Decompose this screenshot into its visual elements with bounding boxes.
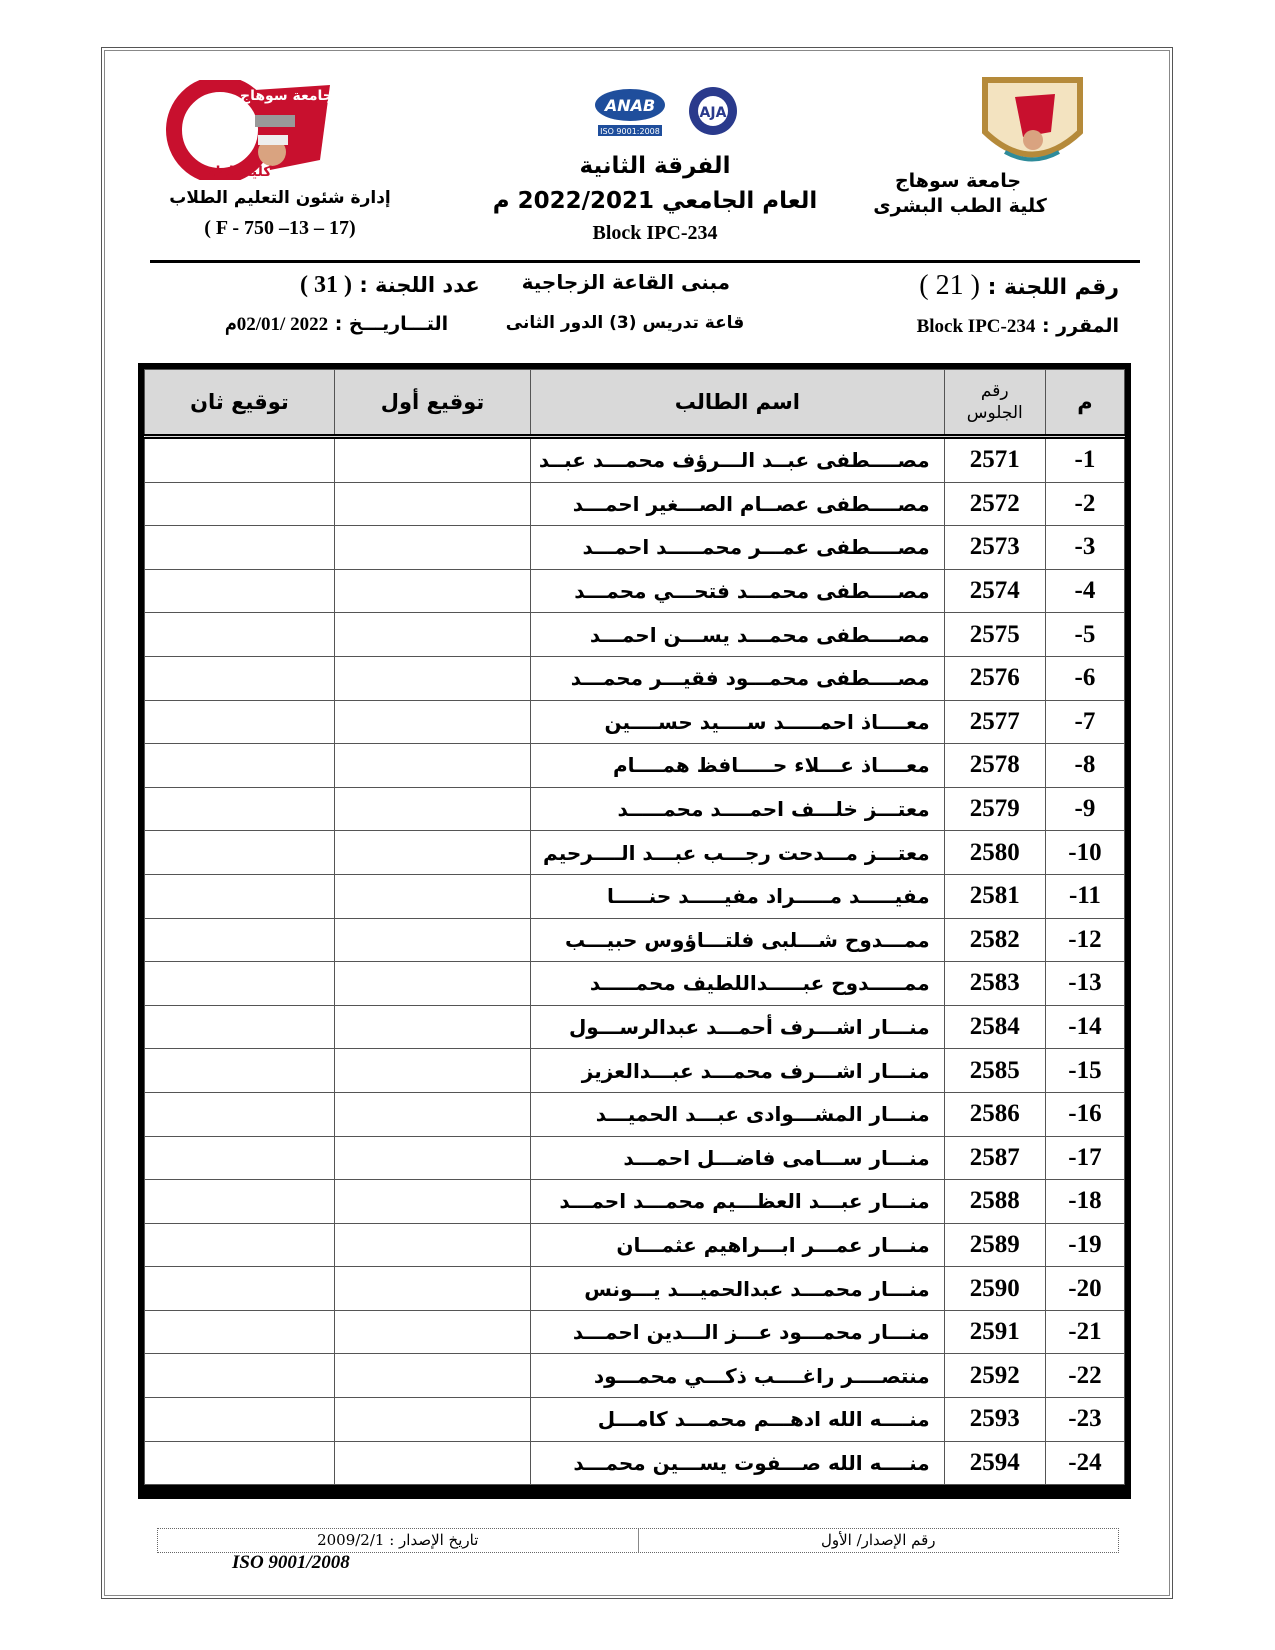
seat-number: 2587	[944, 1136, 1045, 1180]
course-value: Block IPC-234	[916, 316, 1036, 337]
signature-1-cell[interactable]	[334, 1005, 530, 1049]
table-row	[145, 918, 1125, 962]
hall-name: قاعة تدريس (3) الدور الثانى	[505, 313, 745, 333]
version-number: رقم الإصدار/ الأول	[820, 1531, 936, 1549]
issue-date: تاريخ الإصدار : 2009/2/1	[158, 1529, 639, 1552]
table-row	[145, 1223, 1125, 1267]
signature-2-cell[interactable]	[145, 1223, 335, 1267]
faculty-logo	[160, 80, 345, 180]
seat-header-line2: الجلوس	[966, 403, 1023, 423]
student-name: مصــــطفى عمـــر محمـــــد احمـــد	[531, 526, 945, 570]
student-name: مصــــطفى عصــام الصـــغير احمـــد	[531, 482, 945, 526]
signature-1-cell[interactable]	[334, 1049, 530, 1093]
row-index: -21	[1045, 1310, 1124, 1354]
exam-date	[225, 313, 448, 336]
table-row	[145, 526, 1125, 570]
student-name: منـــار اشـــرف أحمـــد عبدالرســـول	[531, 1005, 945, 1049]
committee-count	[300, 272, 480, 299]
seat-number: 2576	[944, 656, 1045, 700]
signature-1-cell[interactable]	[334, 1267, 530, 1311]
student-name: معتـــز خلـــف احمــــد محمـــــد	[531, 787, 945, 831]
svg-text:ANAB: ANAB	[604, 96, 656, 115]
table-row	[145, 744, 1125, 788]
signature-1-cell[interactable]	[334, 482, 530, 526]
row-index: -23	[1045, 1398, 1124, 1442]
row-index: -14	[1045, 1005, 1124, 1049]
svg-text:ISO 9001:2008: ISO 9001:2008	[600, 127, 660, 136]
student-name: ممـــــدوح عبـــــداللطيف محمـــــد	[531, 962, 945, 1006]
table-row	[145, 437, 1125, 483]
student-name: منـــار عبـــد العظـــيم محمـــد احمـــد	[531, 1180, 945, 1224]
table-row	[145, 482, 1125, 526]
form-code: ( F - 750 –13 – 17)	[204, 217, 356, 239]
seat-number: 2585	[944, 1049, 1045, 1093]
row-index: -12	[1045, 918, 1124, 962]
row-index: -8	[1045, 744, 1124, 788]
year-level: الفرقة الثانية	[579, 153, 731, 179]
table-row	[145, 874, 1125, 918]
student-name: مصــــطفى محمـــد فتحـــي محمـــد	[531, 569, 945, 613]
col-header-student-name: اسم الطالب	[531, 370, 945, 437]
signature-2-cell[interactable]	[145, 437, 335, 483]
signature-1-cell[interactable]	[334, 437, 530, 483]
seat-number: 2582	[944, 918, 1045, 962]
signature-2-cell[interactable]	[145, 874, 335, 918]
roster-table-frame	[138, 363, 1131, 1499]
student-name: ممـــدوح شـــلبى فلتـــاؤوس حبيـــب	[531, 918, 945, 962]
seat-number: 2590	[944, 1267, 1045, 1311]
committee-count-label: عدد اللجنة :	[359, 273, 480, 297]
signature-1-cell[interactable]	[334, 1354, 530, 1398]
signature-1-cell[interactable]	[334, 918, 530, 962]
seat-number: 2579	[944, 787, 1045, 831]
row-index: -1	[1045, 437, 1124, 483]
row-index: -11	[1045, 874, 1124, 918]
signature-2-cell[interactable]	[145, 1005, 335, 1049]
roster-body	[145, 437, 1125, 1485]
seat-number: 2572	[944, 482, 1045, 526]
signature-2-cell[interactable]	[145, 1136, 335, 1180]
seat-number: 2586	[944, 1092, 1045, 1136]
row-index: -10	[1045, 831, 1124, 875]
col-header-index: م	[1045, 370, 1124, 437]
student-name: منتصــــر راغــــب ذكـــي محمـــود	[531, 1354, 945, 1398]
signature-1-cell[interactable]	[334, 831, 530, 875]
table-row	[145, 1310, 1125, 1354]
seat-number: 2577	[944, 700, 1045, 744]
committee-number-label: رقم اللجنة :	[987, 275, 1119, 300]
table-row	[145, 656, 1125, 700]
student-name: مصــــطفى محمـــد يســـن احمـــد	[531, 613, 945, 657]
seat-number: 2589	[944, 1223, 1045, 1267]
row-index: -5	[1045, 613, 1124, 657]
footer-box	[157, 1528, 1119, 1553]
student-name: منـــار محمـــود عـــز الـــدين احمـــد	[531, 1310, 945, 1354]
student-name: منـــار عمـــر ابـــراهيم عثمـــان	[531, 1223, 945, 1267]
table-header-row	[145, 370, 1125, 437]
student-name: منـــار المشـــوادى عبـــد الحميـــد	[531, 1092, 945, 1136]
table-row	[145, 1398, 1125, 1442]
row-index: -17	[1045, 1136, 1124, 1180]
svg-text:AJA: AJA	[699, 105, 727, 121]
signature-2-cell[interactable]	[145, 482, 335, 526]
row-index: -3	[1045, 526, 1124, 570]
col-header-seat	[944, 370, 1045, 437]
signature-2-cell[interactable]	[145, 569, 335, 613]
row-index: -15	[1045, 1049, 1124, 1093]
table-row	[145, 569, 1125, 613]
row-index: -20	[1045, 1267, 1124, 1311]
signature-2-cell[interactable]	[145, 918, 335, 962]
signature-1-cell[interactable]	[334, 1398, 530, 1442]
signature-1-cell[interactable]	[334, 569, 530, 613]
signature-1-cell[interactable]	[334, 1092, 530, 1136]
row-index: -7	[1045, 700, 1124, 744]
seat-number: 2592	[944, 1354, 1045, 1398]
signature-2-cell[interactable]	[145, 613, 335, 657]
col-header-signature-2: توقيع ثان	[145, 370, 335, 437]
col-header-signature-1: توقيع أول	[334, 370, 530, 437]
signature-1-cell[interactable]	[334, 613, 530, 657]
row-index: -18	[1045, 1180, 1124, 1224]
signature-2-cell[interactable]	[145, 1398, 335, 1442]
row-index: -13	[1045, 962, 1124, 1006]
signature-1-cell[interactable]	[334, 1136, 530, 1180]
signature-1-cell[interactable]	[334, 744, 530, 788]
seat-number: 2594	[944, 1441, 1045, 1485]
signature-1-cell[interactable]	[334, 526, 530, 570]
faculty-logo-icon	[160, 80, 345, 180]
signature-1-cell[interactable]	[334, 1223, 530, 1267]
svg-text:كلية الطب: كلية الطب	[200, 164, 272, 180]
student-name: منـــار ســـامى فاضـــل احمـــد	[531, 1136, 945, 1180]
seat-number: 2580	[944, 831, 1045, 875]
seat-number: 2593	[944, 1398, 1045, 1442]
seat-number: 2574	[944, 569, 1045, 613]
row-index: -4	[1045, 569, 1124, 613]
table-row	[145, 700, 1125, 744]
roster-table	[144, 369, 1125, 1485]
signature-1-cell[interactable]	[334, 874, 530, 918]
signature-1-cell[interactable]	[334, 1180, 530, 1224]
committee-number	[919, 270, 1119, 302]
seat-number: 2591	[944, 1310, 1045, 1354]
signature-1-cell[interactable]	[334, 1310, 530, 1354]
row-index: -24	[1045, 1441, 1124, 1485]
date-value: 2022 /02/01م	[225, 314, 329, 335]
academic-year: العام الجامعي 2022/2021 م	[492, 188, 818, 214]
signature-2-cell[interactable]	[145, 1267, 335, 1311]
certification-badges	[585, 87, 765, 142]
seat-number: 2578	[944, 744, 1045, 788]
row-index: -6	[1045, 656, 1124, 700]
student-name: منــــه الله ادهـــم محمـــد كامـــل	[531, 1398, 945, 1442]
signature-2-cell[interactable]	[145, 962, 335, 1006]
signature-2-cell[interactable]	[145, 831, 335, 875]
student-name: مصــــطفى محمـــود فقيـــر محمـــد	[531, 656, 945, 700]
table-row	[145, 1441, 1125, 1485]
student-name: معــــاذ عـــلاء حـــــافظ همــــام	[531, 744, 945, 788]
student-name: مصــــطفى عبــد الـــرؤف محمـــد عبــد	[531, 437, 945, 483]
course-code	[917, 315, 1119, 338]
signature-2-cell[interactable]	[145, 1180, 335, 1224]
building-name: مبنى القاعة الزجاجية	[521, 270, 730, 294]
row-index: -22	[1045, 1354, 1124, 1398]
seat-number: 2575	[944, 613, 1045, 657]
student-name: منــــه الله صـــفوت يســـين محمـــد	[531, 1441, 945, 1485]
department-name: إدارة شئون التعليم الطلاب	[169, 188, 391, 208]
student-name: معــــاذ احمـــــد ســــيد حســــين	[531, 700, 945, 744]
seat-number: 2571	[944, 437, 1045, 483]
block-code: Block IPC-234	[592, 222, 718, 244]
row-index: -16	[1045, 1092, 1124, 1136]
table-row	[145, 1180, 1125, 1224]
student-name: معتـــز مـــدحت رجـــب عبـــد الــــرحيم	[531, 831, 945, 875]
row-index: -19	[1045, 1223, 1124, 1267]
table-row	[145, 613, 1125, 657]
signature-2-cell[interactable]	[145, 1049, 335, 1093]
table-row	[145, 962, 1125, 1006]
table-row	[145, 787, 1125, 831]
signature-2-cell[interactable]	[145, 1354, 335, 1398]
student-name: مفيـــــد مـــــراد مفيـــــد حنـــــا	[531, 874, 945, 918]
committee-number-value: ( 21 )	[919, 270, 980, 301]
table-row	[145, 1049, 1125, 1093]
header-divider	[150, 260, 1140, 263]
table-row	[145, 1092, 1125, 1136]
seat-number: 2581	[944, 874, 1045, 918]
signature-2-cell[interactable]	[145, 526, 335, 570]
student-name: منـــار اشـــرف محمـــد عبـــدالعزيز	[531, 1049, 945, 1093]
date-label: التـــاريـــخ :	[334, 313, 449, 335]
committee-count-value: ( 31 )	[300, 272, 352, 298]
seat-number: 2584	[944, 1005, 1045, 1049]
table-row	[145, 1267, 1125, 1311]
signature-2-cell[interactable]	[145, 744, 335, 788]
signature-2-cell[interactable]	[145, 1092, 335, 1136]
faculty-name: كلية الطب البشرى	[873, 195, 1047, 217]
university-crest	[975, 72, 1090, 172]
signature-2-cell[interactable]	[145, 656, 335, 700]
table-row	[145, 1354, 1125, 1398]
signature-2-cell[interactable]	[145, 1310, 335, 1354]
signature-1-cell[interactable]	[334, 1441, 530, 1485]
signature-1-cell[interactable]	[334, 787, 530, 831]
signature-2-cell[interactable]	[145, 700, 335, 744]
row-index: -9	[1045, 787, 1124, 831]
signature-2-cell[interactable]	[145, 787, 335, 831]
seat-number: 2583	[944, 962, 1045, 1006]
row-index: -2	[1045, 482, 1124, 526]
signature-1-cell[interactable]	[334, 962, 530, 1006]
iso-standard: ISO 9001/2008	[232, 1552, 350, 1573]
student-name: منـــار محمـــد عبدالحميـــد يـــونس	[531, 1267, 945, 1311]
seat-number: 2588	[944, 1180, 1045, 1224]
university-name: جامعة سوهاج	[894, 170, 1022, 192]
seat-number: 2573	[944, 526, 1045, 570]
table-row	[145, 1136, 1125, 1180]
table-row	[145, 1005, 1125, 1049]
course-label: المقرر :	[1041, 315, 1119, 337]
table-row	[145, 831, 1125, 875]
seat-header-line1: رقم	[980, 381, 1009, 401]
signature-1-cell[interactable]	[334, 700, 530, 744]
signature-2-cell[interactable]	[145, 1441, 335, 1485]
university-crest-icon	[975, 72, 1090, 172]
signature-1-cell[interactable]	[334, 656, 530, 700]
svg-text:جامعة سوهاج: جامعة سوهاج	[240, 88, 333, 104]
